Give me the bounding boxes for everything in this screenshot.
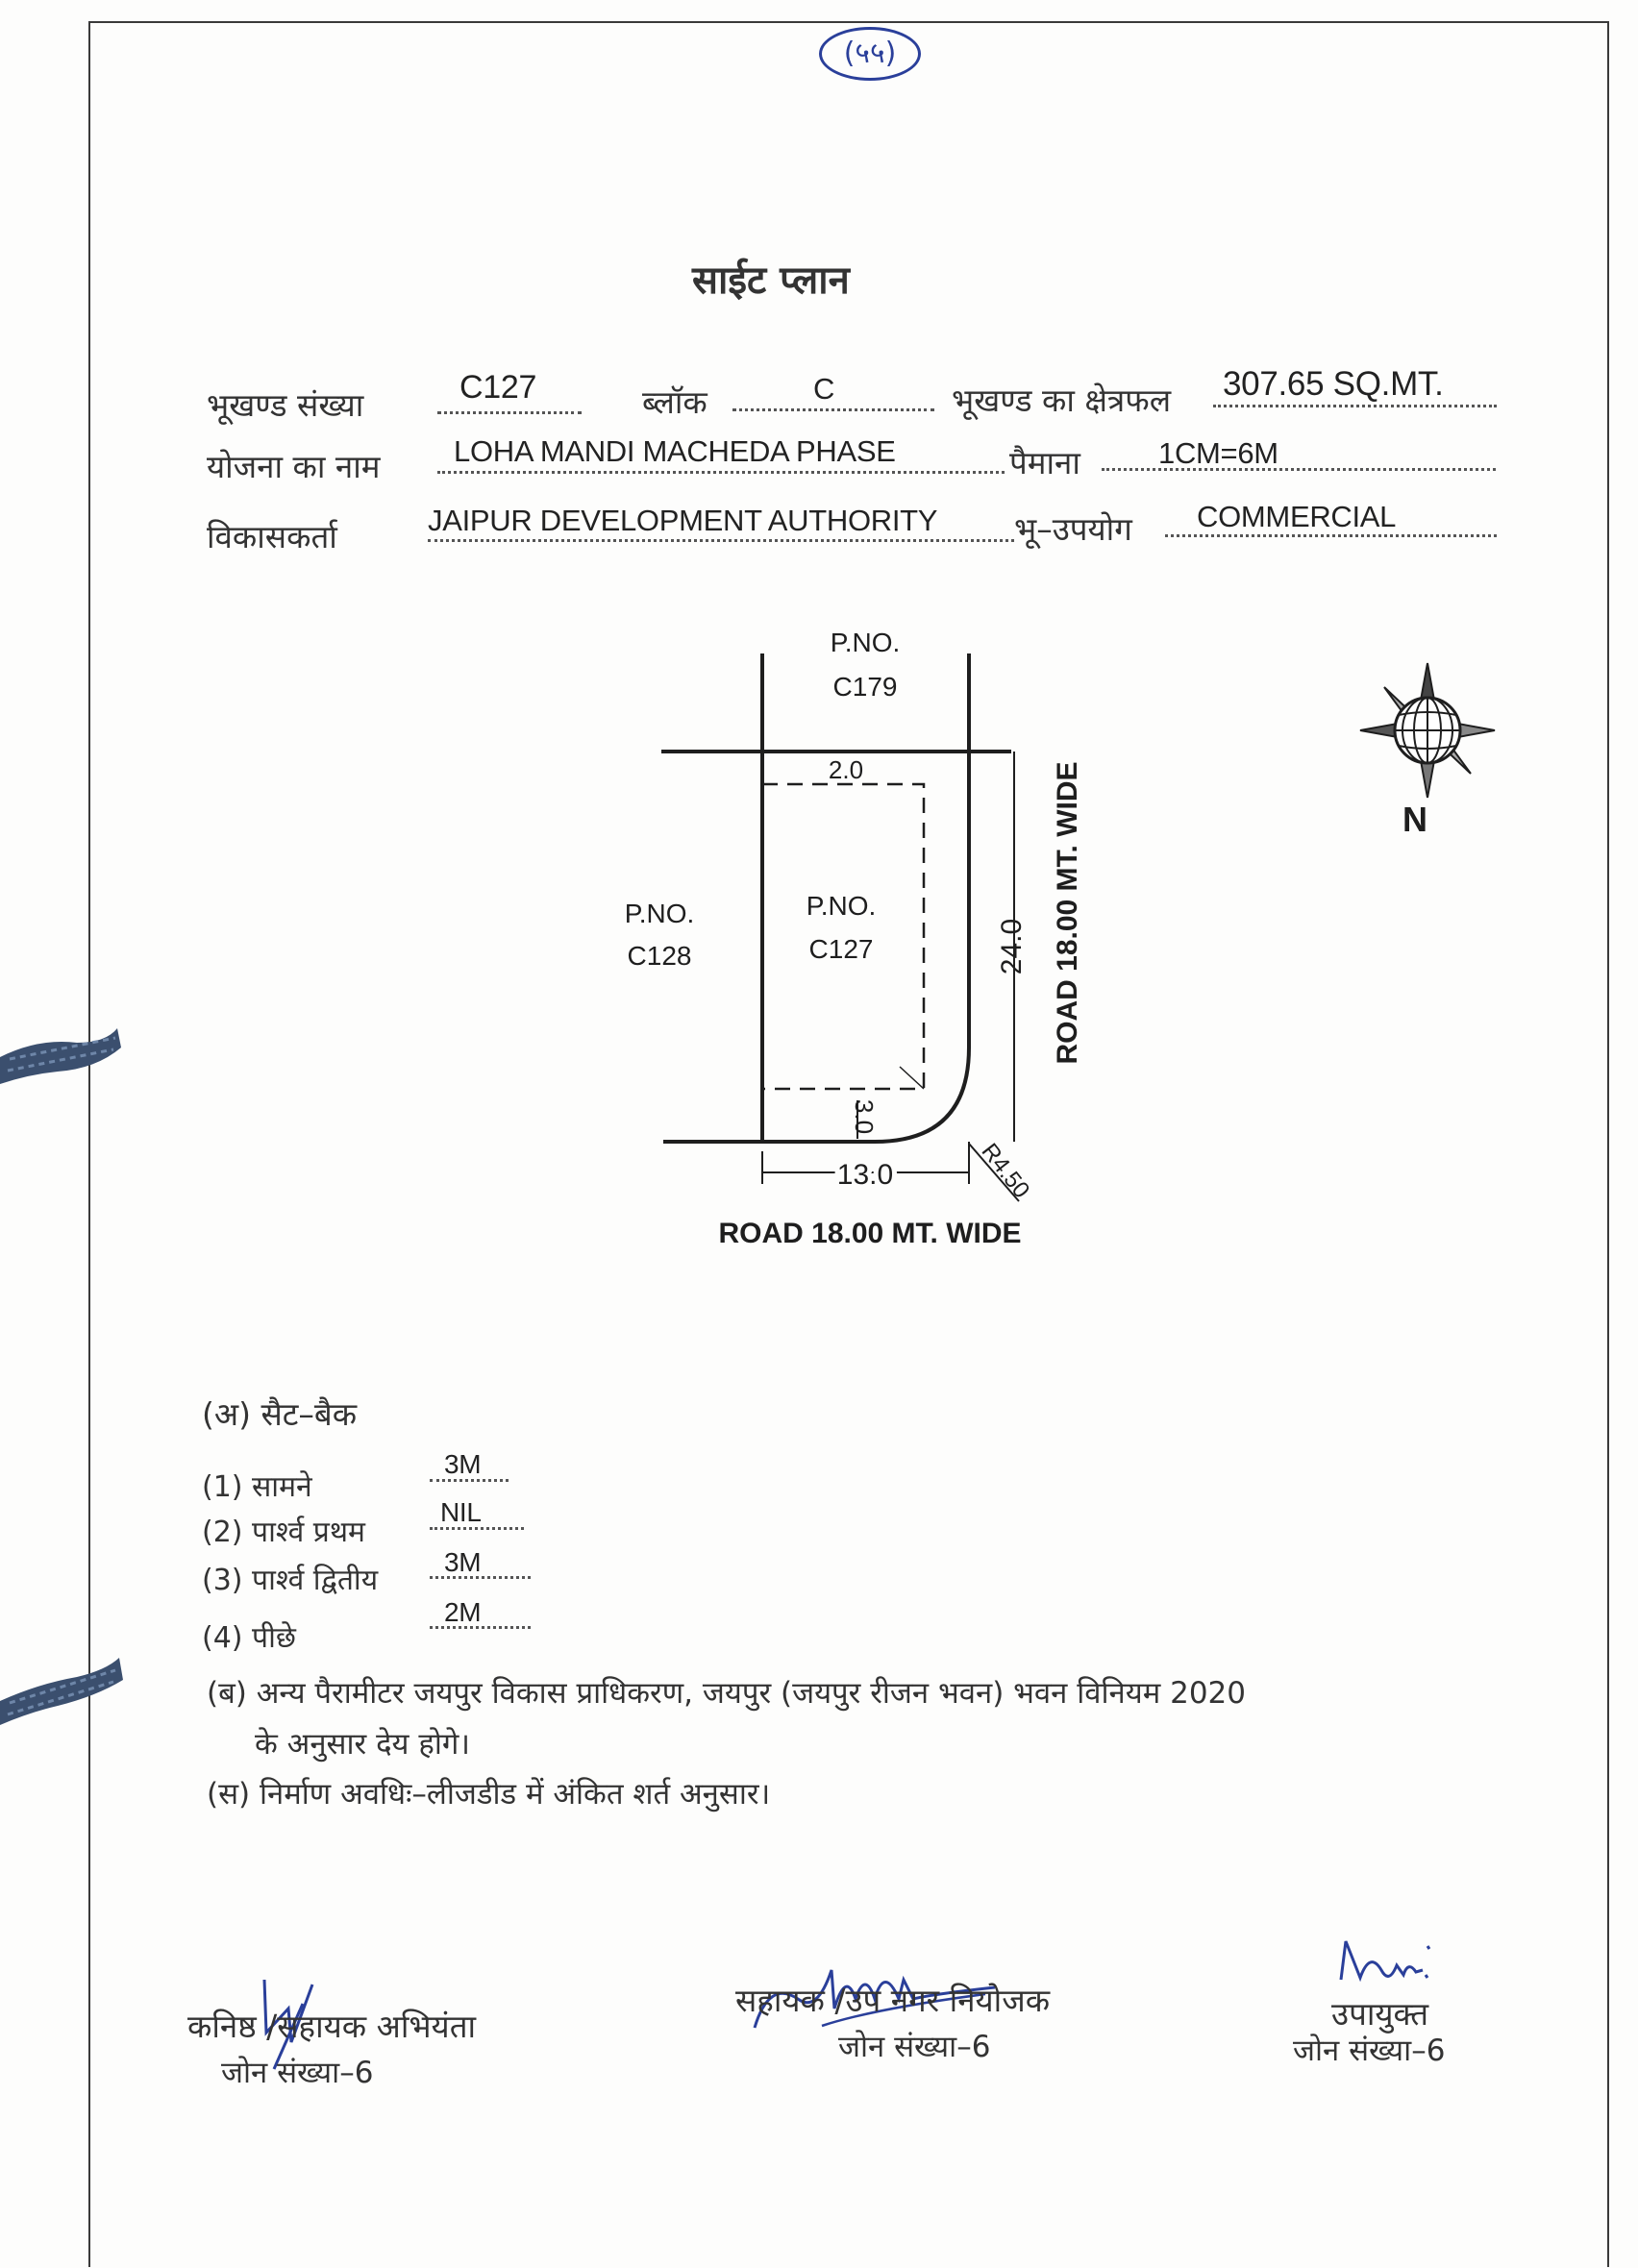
north-compass-icon [1351,653,1504,855]
subject-plot-number: C127 [808,934,874,964]
west-plot-label: P.NO. [624,899,695,928]
bottom-setback-dimension: 3.0 [850,1098,879,1135]
setback-front-value: 3M [444,1449,482,1479]
landuse-label: भू–उपयोग [1014,510,1132,548]
east-road-label: ROAD 18.00 MT. WIDE [1052,761,1083,1065]
depth-dimension: 24.0 [996,918,1028,975]
plot-number-value: C127 [459,369,537,406]
scale-dots [1102,468,1496,471]
subject-plot-label: P.NO. [806,891,877,921]
page-title: साईट प्लान [692,259,850,303]
plot-number-label: भूखण्ड संख्या [207,386,364,424]
developer-value: JAIPUR DEVELOPMENT AUTHORITY [428,504,938,537]
block-value: C [813,372,835,406]
signatory-town-planner-title: सहायक /उप नगर नियोजक [735,1982,1051,2019]
setback-side1-value: NIL [440,1497,482,1527]
north-plot-number: C179 [832,672,898,702]
note-b-line1: (ब) अन्य पैरामीटर जयपुर विकास प्राधिकरण, जयपुर (जयपुर रीजन भवन) भवन विनियम 2020 [207,1676,1246,1711]
scale-value: 1CM=6M [1158,436,1278,470]
scheme-dots [437,471,1005,474]
setback-side1-label: (2) पार्श्व प्रथम [202,1516,365,1549]
signatory-town-planner-zone: जोन संख्या–6 [838,2030,991,2064]
setback-side1-dots [430,1527,524,1530]
site-plan-drawing [577,615,1134,1269]
width-dimension: 13.0 [836,1159,894,1191]
setback-side2-label: (3) पार्श्व द्वितीय [202,1564,379,1597]
signatory-junior-engineer-zone: जोन संख्या–6 [221,2056,374,2090]
scale-label: पैमाना [1009,444,1080,481]
scheme-label: योजना का नाम [207,448,381,485]
block-label: ब्लॉक [642,383,707,421]
block-dots [732,408,934,411]
north-plot-label: P.NO. [830,628,901,657]
signature-deputy-commissioner [1331,1932,1437,1999]
corner-radius-dimension: R4.50 [976,1138,1035,1203]
setback-rear-value: 2M [444,1597,482,1627]
scheme-value: LOHA MANDI MACHEDA PHASE [454,434,896,468]
setback-side2-dots [430,1576,531,1579]
developer-label: विकासकर्ता [207,518,337,555]
note-b-line2: के अनुसार देय होगे। [255,1727,471,1762]
binding-thread-bottom [0,1634,135,1749]
setback-front-dots [430,1479,509,1482]
page-number-mark: (५५) [819,27,921,81]
note-c-line: (स) निर्माण अवधिः–लीजडीड में अंकित शर्त अनुसार। [207,1777,771,1812]
area-label: भूखण्ड का क्षेत्रफल [952,382,1172,419]
signatory-deputy-commissioner-title: उपायुक्त [1331,1995,1429,2033]
setback-front-label: (1) सामने [202,1470,312,1504]
setback-rear-label: (4) पीछे [202,1621,296,1655]
top-setback-dimension: 2.0 [828,755,864,784]
setback-side2-value: 3M [444,1547,482,1577]
binding-thread-top [0,999,135,1115]
signatory-deputy-commissioner-zone: जोन संख्या–6 [1293,2034,1446,2068]
landuse-value: COMMERCIAL [1197,500,1397,533]
west-plot-number: C128 [627,941,692,971]
setback-corner-tick [900,1067,924,1089]
developer-dots [428,539,1014,542]
area-value: 307.65 SQ.MT. [1223,365,1444,403]
setback-heading: (अ) सैट–बैक [202,1395,358,1433]
setback-rear-dots [430,1626,531,1629]
area-dots [1213,405,1497,407]
south-road-label: ROAD 18.00 MT. WIDE [718,1218,1022,1249]
landuse-dots [1165,534,1497,537]
north-label: N [1402,800,1427,839]
signatory-junior-engineer-title: कनिष्ठ /सहायक अभियंता [187,2008,477,2045]
plot-number-dots [437,411,582,414]
